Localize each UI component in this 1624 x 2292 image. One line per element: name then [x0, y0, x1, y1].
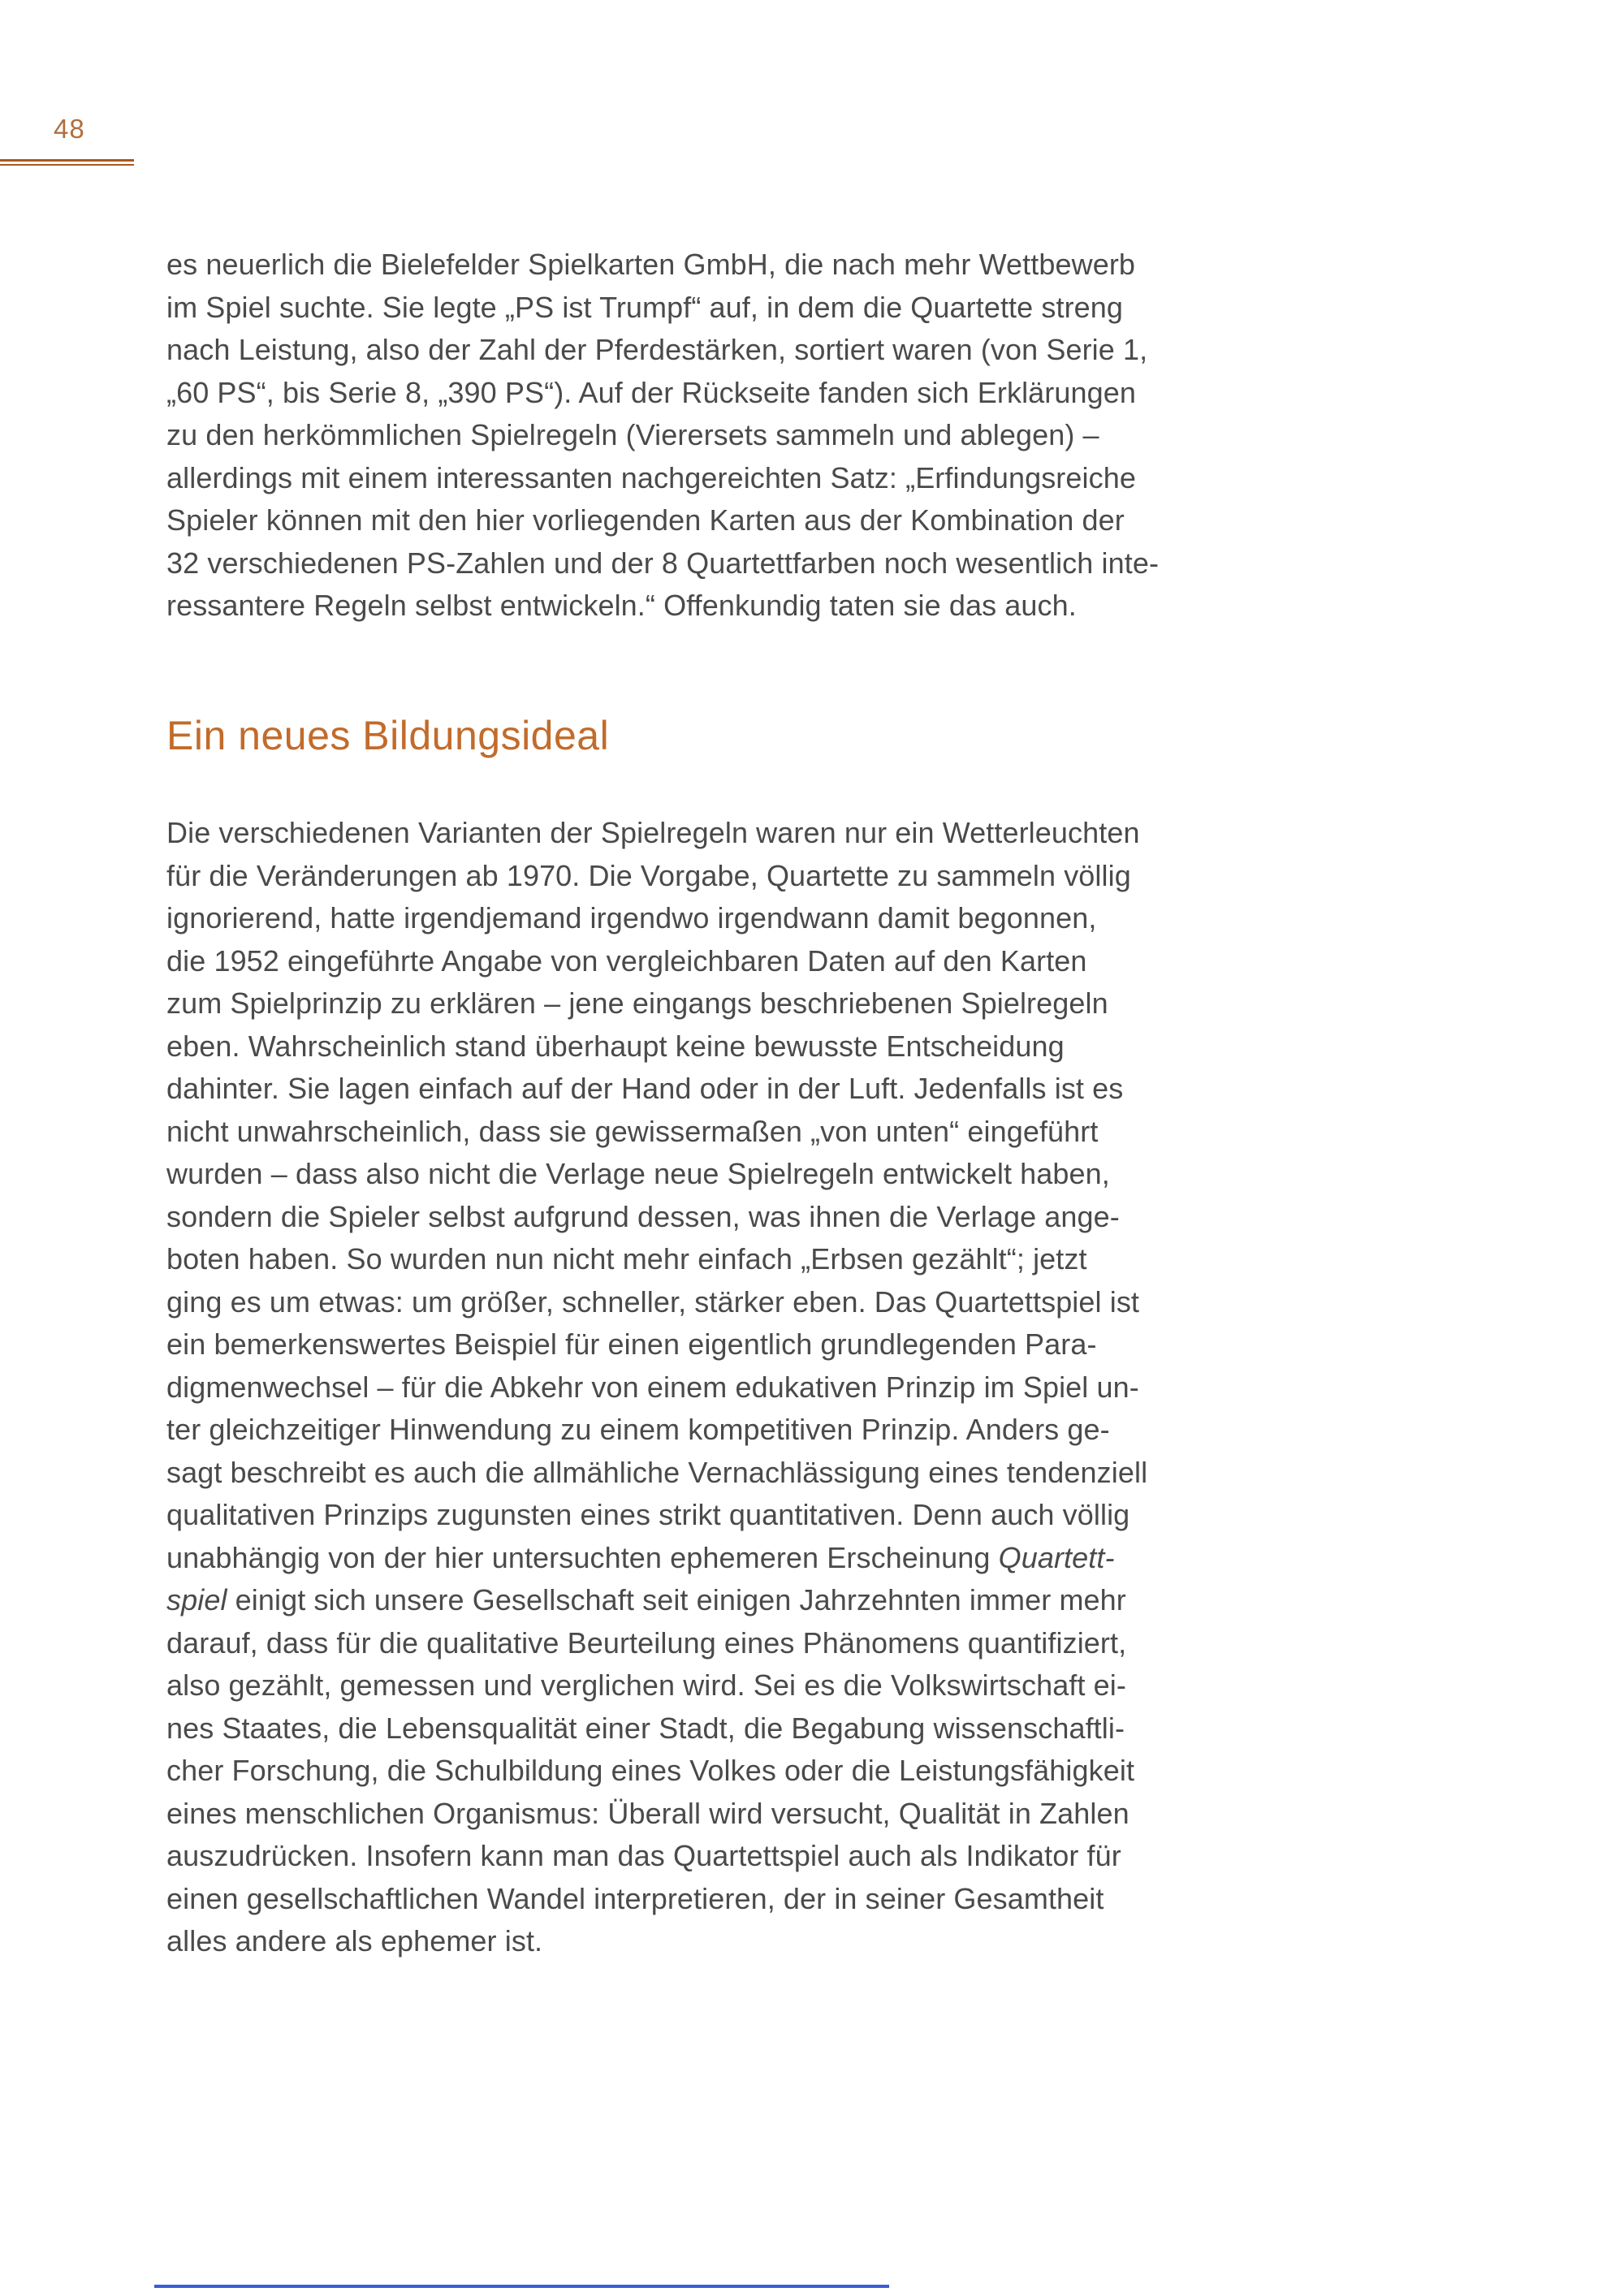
- text-segment: einigt sich unsere Gesellschaft seit einigen Jahrzehnten immer mehr: [227, 1583, 1126, 1616]
- text-line: eben. Wahrscheinlich stand überhaupt keine bewusste Entscheidung: [166, 1029, 1065, 1063]
- text-line: es neuerlich die Bielefelder Spielkarten GmbH, die nach mehr Wettbewerb: [166, 248, 1136, 281]
- text-line: ignorierend, hatte irgendjemand irgendwo irgendwann damit begonnen,: [166, 901, 1097, 934]
- text-line: cher Forschung, die Schulbildung eines Volkes oder die Leistungsfähigkeit: [166, 1754, 1135, 1787]
- text-line: sagt beschreibt es auch die allmähliche Vernachlässigung eines tendenziell: [166, 1455, 1148, 1489]
- text-line: also gezählt, gemessen und verglichen wird. Sei es die Volkswirtschaft ei-: [166, 1668, 1126, 1702]
- page-number: 48: [54, 114, 85, 144]
- text-line: ein bemerkenswertes Beispiel für einen eigentlich grundlegenden Para-: [166, 1327, 1097, 1361]
- text-line: wurden – dass also nicht die Verlage neue Spielregeln entwickelt haben,: [166, 1157, 1110, 1190]
- text-line: darauf, dass für die qualitative Beurteilung eines Phänomens quantifiziert,: [166, 1625, 1127, 1660]
- text-line: sondern die Spieler selbst aufgrund dessen, was ihnen die Verlage ange-: [166, 1199, 1120, 1233]
- text-segment: unabhängig von der hier untersuchten ephemeren Erscheinung: [166, 1540, 999, 1574]
- text-line: ter gleichzeitiger Hinwendung zu einem kompetitiven Prinzip. Anders ge-: [166, 1413, 1110, 1446]
- text-line: alles andere als ephemer ist.: [166, 1924, 543, 1957]
- text-line: die 1952 eingeführte Angabe von vergleichbaren Daten auf den Karten: [166, 943, 1087, 978]
- text-line: 32 verschiedenen PS-Zahlen und der 8 Quartettfarben noch wesentlich inte-: [166, 546, 1160, 580]
- text-line: Die verschiedenen Varianten der Spielregeln waren nur ein Wetterleuchten: [166, 816, 1140, 849]
- intro-paragraph: [166, 244, 1255, 628]
- text-line: nes Staates, die Lebensqualität einer Stadt, die Begabung wissenschaftli-: [166, 1711, 1125, 1745]
- text-line: [166, 1579, 1255, 1622]
- text-line: boten haben. So wurden nun nicht mehr einfach „Erbsen gezählt“; jetzt: [166, 1242, 1087, 1275]
- text-line: Spieler können mit den hier vorliegenden Karten aus der Kombination der: [166, 503, 1125, 537]
- text-line: zum Spielprinzip zu erklären – jene eingangs beschriebenen Spielregeln: [166, 986, 1108, 1020]
- header-double-rule: [0, 159, 134, 166]
- text-line: [166, 1537, 1255, 1580]
- text-line: auszudrücken. Insofern kann man das Quartettspiel auch als Indikator für: [166, 1839, 1121, 1872]
- text-line: dahinter. Sie lagen einfach auf der Hand oder in der Luft. Jedenfalls ist es: [166, 1072, 1124, 1105]
- bottom-divider-line: [154, 2285, 889, 2288]
- text-line: eines menschlichen Organismus: Überall wird versucht, Qualität in Zahlen: [166, 1796, 1129, 1830]
- text-line: ging es um etwas: um größer, schneller, stärker eben. Das Quartettspiel ist: [166, 1284, 1140, 1319]
- text-line: qualitativen Prinzips zugunsten eines strikt quantitativen. Denn auch völlig: [166, 1498, 1130, 1531]
- section-heading: Ein neues Bildungsideal: [166, 713, 610, 758]
- text-line: einen gesellschaftlichen Wandel interpretieren, der in seiner Gesamtheit: [166, 1881, 1104, 1915]
- italic-text-segment: Quartett-: [998, 1540, 1115, 1574]
- text-line: ressantere Regeln selbst entwickeln.“ Offenkundig taten sie das auch.: [166, 589, 1077, 622]
- text-line: für die Veränderungen ab 1970. Die Vorgabe, Quartette zu sammeln völlig: [166, 858, 1131, 892]
- text-line: im Spiel suchte. Sie legte „PS ist Trumpf“ auf, in dem die Quartette streng: [166, 290, 1124, 324]
- text-line: nicht unwahrscheinlich, dass sie gewissermaßen „von unten“ eingeführt: [166, 1114, 1099, 1148]
- text-line: zu den herkömmlichen Spielregeln (Vierersets sammeln und ablegen) –: [166, 418, 1099, 451]
- text-line: „60 PS“, bis Serie 8, „390 PS“). Auf der Rückseite fanden sich Erklärungen: [166, 375, 1136, 409]
- text-line: nach Leistung, also der Zahl der Pferdestärken, sortiert waren (von Serie 1,: [166, 333, 1148, 366]
- text-line: digmenwechsel – für die Abkehr von einem edukativen Prinzip im Spiel un-: [166, 1370, 1139, 1404]
- italic-text-segment: spiel: [166, 1583, 227, 1616]
- main-paragraph: [166, 812, 1255, 1963]
- text-line: allerdings mit einem interessanten nachgereichten Satz: „Erfindungsreiche: [166, 460, 1136, 494]
